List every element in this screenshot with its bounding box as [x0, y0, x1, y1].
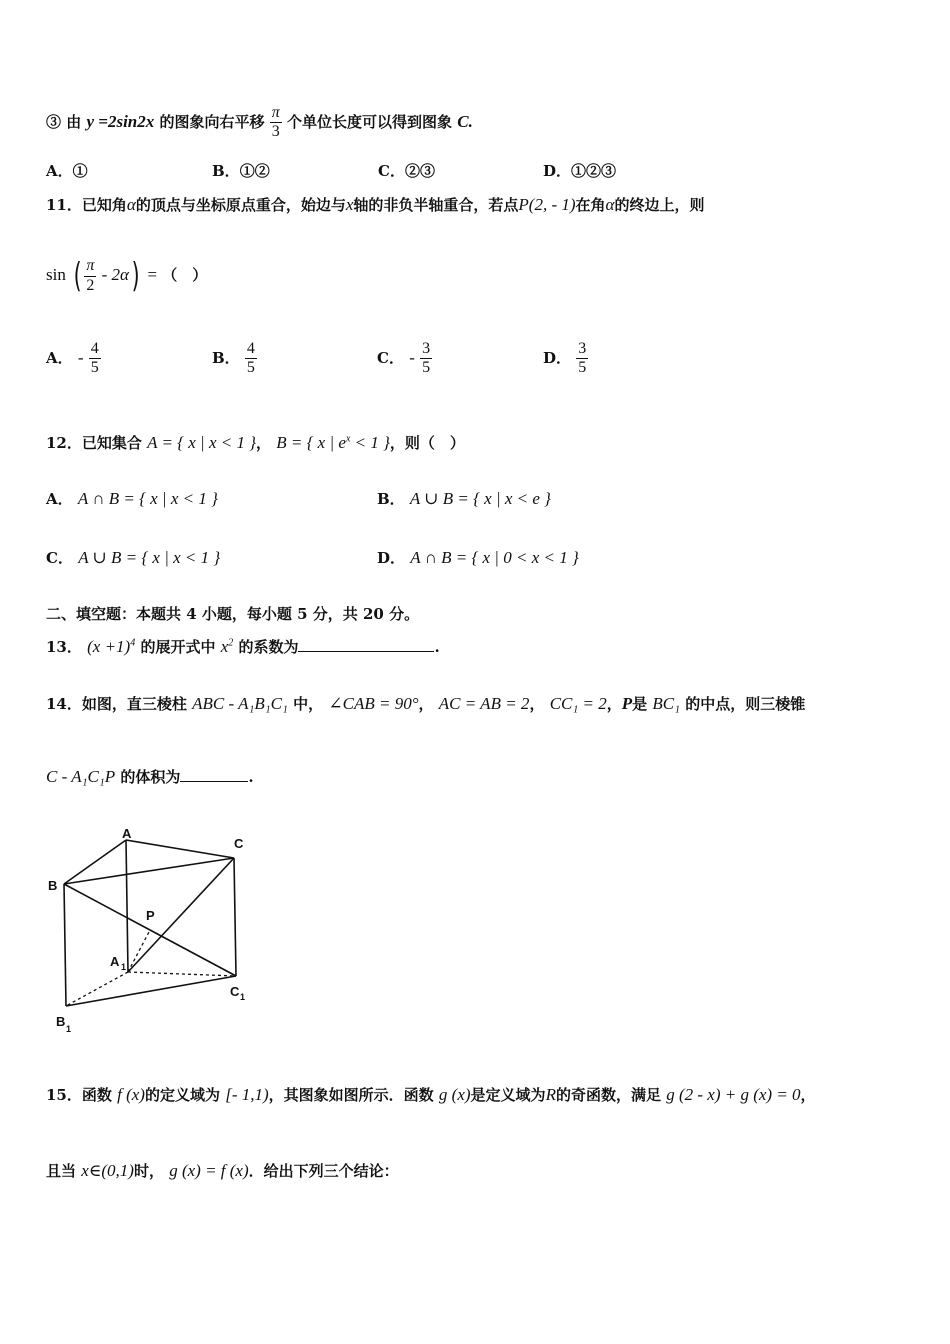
option-text: ①②	[239, 162, 270, 180]
function-g: g (x)	[438, 1085, 471, 1104]
edge-ac	[126, 840, 234, 858]
q10-stmt3-func: y =2sin2x	[86, 111, 155, 131]
q13-term	[221, 637, 234, 656]
question-number: 11．	[46, 196, 82, 214]
q13-term-base: x	[220, 637, 229, 656]
q15-question	[46, 1084, 816, 1105]
edge-a1c	[128, 858, 234, 972]
q15-text1: 函数	[81, 1086, 112, 1104]
x-symbol: x	[345, 195, 354, 214]
q12-text1: 已知集合	[81, 434, 142, 452]
comma: ，	[606, 695, 622, 713]
comma: ，	[529, 695, 545, 713]
frac-den: 5	[246, 359, 255, 377]
answer-blank[interactable]	[180, 781, 248, 782]
q11-fraction	[84, 257, 96, 295]
domain-interval: [- 1,1)	[225, 1085, 269, 1104]
option-sign: -	[409, 347, 415, 367]
q11-frac-den: 2	[84, 276, 96, 295]
q15-text2: 的定义域为	[144, 1086, 220, 1104]
q10-option-d	[543, 160, 616, 181]
q12-option-d	[377, 547, 579, 568]
q15-text6: 且当	[46, 1162, 77, 1180]
period: .	[248, 768, 254, 786]
right-paren: )	[131, 256, 140, 296]
q13-expr-sup: 4	[130, 637, 136, 649]
equals-sign: =	[147, 265, 158, 284]
option-key: D．	[377, 549, 406, 567]
q11-question	[46, 194, 705, 215]
label-c1-sub: 1	[240, 992, 246, 1002]
edge-bb1	[64, 884, 66, 1006]
label-b1-sub: 1	[66, 1024, 72, 1034]
option-expr: A ∩ B = { x | 0 < x < 1 }	[410, 548, 579, 567]
q13-question	[46, 636, 440, 657]
edge-aa1	[126, 840, 128, 972]
set-a: A = { x | x < 1 }	[147, 433, 257, 452]
option-key: C．	[378, 162, 405, 180]
g-condition: g (2 - x) + g (x) = 0	[666, 1085, 801, 1104]
comma: ，	[256, 434, 272, 452]
point-p-label: P	[621, 694, 633, 713]
q10-stmt3-prefix: ③ 由	[46, 112, 82, 131]
q12-question	[46, 432, 465, 453]
option-expr: A ∪ B = { x | x < 1 }	[78, 548, 221, 567]
q12-option-a	[46, 488, 218, 509]
option-text: ②③	[404, 162, 435, 180]
option-key: A．	[46, 348, 73, 367]
section-2-header: 二、填空题：本题共 4 小题，每小题 5 分，共 20 分。	[46, 605, 420, 623]
answer-blank[interactable]	[298, 651, 434, 652]
alpha-symbol: α	[126, 195, 136, 214]
g-equals-f: g (x) = f (x)	[169, 1161, 249, 1180]
option-text: ①	[72, 162, 88, 180]
q12-text2: ，则（ ）	[389, 434, 465, 452]
question-number: 15．	[46, 1086, 82, 1104]
option-fraction	[420, 340, 432, 378]
period: .	[434, 638, 440, 656]
q11-option-c	[377, 340, 432, 378]
q15-text4: 是定义域为	[470, 1086, 546, 1104]
label-a1-sub: 1	[121, 962, 127, 972]
set-b-pre: B = { x | e	[276, 433, 346, 452]
q11-option-a	[46, 340, 101, 378]
label-a1: A	[110, 954, 120, 969]
option-fraction	[89, 340, 101, 378]
set-b-sup: x	[345, 433, 351, 445]
q10-option-b	[212, 160, 270, 181]
frac-num: 3	[422, 340, 431, 357]
option-sign: -	[77, 347, 84, 367]
q14-text3: 是	[632, 695, 648, 713]
option-key: A．	[46, 162, 73, 180]
q15-text3: ，其图象如图所示．函数	[268, 1086, 434, 1104]
label-b1: B	[56, 1014, 66, 1029]
edge-bc	[64, 858, 234, 884]
label-a: A	[122, 826, 132, 841]
option-key: D．	[543, 162, 572, 180]
option-text: ①②③	[571, 162, 617, 180]
q10-option-a	[46, 160, 88, 181]
question-number: 14．	[46, 695, 82, 713]
function-f: f (x)	[117, 1085, 145, 1104]
x-interval: x∈(0,1)	[81, 1161, 134, 1180]
set-b-post: < 1 }	[350, 433, 390, 452]
q14-text2: 中，	[293, 695, 324, 713]
q15-question-cont	[46, 1160, 399, 1181]
edge-cc1	[234, 858, 236, 976]
label-c: C	[234, 836, 244, 851]
comma: ，	[800, 1086, 816, 1104]
frac-den: 5	[422, 359, 431, 377]
left-paren: (	[73, 256, 82, 296]
option-key: C．	[377, 348, 404, 367]
option-key: C．	[46, 549, 73, 567]
q14-eq2: CC₁ = 2	[549, 694, 607, 713]
option-key: A．	[46, 490, 73, 508]
angle-cab: ∠CAB = 90°	[328, 694, 419, 713]
q14-text4: 的中点，则三棱锥	[685, 695, 806, 713]
q10-statement-3	[46, 104, 473, 142]
label-p: P	[146, 908, 155, 923]
q10-option-c	[378, 160, 435, 181]
q14-text1: 如图，直三棱柱	[81, 695, 187, 713]
edge-a1c1-dashed	[128, 972, 236, 976]
q14-eq1: AC = AB = 2	[438, 694, 530, 713]
q11-frac-num: π	[86, 257, 95, 275]
q13-text2: 的系数为	[238, 638, 299, 656]
option-key: B．	[377, 490, 405, 508]
q11-text5: 的终边上，则	[614, 196, 705, 214]
q11-option-d	[543, 340, 588, 378]
pyramid-name: C - A₁C₁P	[46, 767, 116, 786]
q10-stmt3-mid: 的图象向右平移	[159, 112, 265, 131]
alpha-symbol: α	[605, 195, 615, 214]
q15-text7: 时，	[133, 1162, 164, 1180]
edge-b1c1	[66, 976, 236, 1006]
comma: ，	[418, 695, 434, 713]
q13-expr: (x +1)	[87, 637, 131, 656]
prism-name: ABC - A₁B₁C₁	[192, 694, 288, 713]
q10-frac-num: π	[271, 104, 280, 121]
question-number: 13．	[46, 638, 82, 656]
q12-option-c	[46, 547, 220, 568]
q11-option-b	[212, 340, 257, 378]
label-c1: C	[230, 984, 240, 999]
option-expr: A ∪ B = { x | x < e }	[409, 489, 551, 508]
option-key: B．	[212, 348, 240, 367]
question-number: 12．	[46, 434, 82, 452]
q10-stmt3-target: C.	[457, 111, 473, 131]
q14-question-cont	[46, 766, 254, 787]
frac-num: 4	[90, 340, 99, 357]
q14-text5: 的体积为	[120, 768, 181, 786]
sin-label: sin	[46, 265, 66, 284]
option-fraction	[576, 340, 588, 378]
q10-frac-den: 3	[270, 122, 282, 141]
option-fraction	[245, 340, 257, 378]
frac-num: 4	[246, 340, 255, 357]
q10-stmt3-fraction	[270, 104, 282, 142]
point-p: P(2, - 1)	[518, 195, 576, 214]
segment-bc1: BC₁	[652, 694, 681, 713]
q14-question	[46, 693, 805, 714]
q13-binomial	[87, 637, 135, 656]
q13-text1: 的展开式中	[140, 638, 216, 656]
q10-stmt3-suffix: 个单位长度可以得到图象	[286, 112, 452, 131]
q11-expression	[46, 256, 207, 296]
q13-term-sup: 2	[228, 637, 234, 649]
q11-text3: 轴的非负半轴重合，若点	[353, 196, 519, 214]
q12-option-b	[377, 488, 551, 509]
prism-figure	[44, 826, 264, 1045]
option-key: B．	[212, 162, 240, 180]
q11-text1: 已知角	[81, 196, 127, 214]
q11-text4: 在角	[575, 196, 606, 214]
q11-text2: 的顶点与坐标原点重合，始边与	[135, 196, 346, 214]
set-b	[276, 433, 390, 452]
label-b: B	[48, 878, 58, 893]
frac-den: 5	[90, 359, 99, 377]
q15-text5: 的奇函数，满足	[555, 1086, 661, 1104]
option-key: D．	[543, 348, 572, 367]
prism-diagram	[44, 826, 264, 1041]
frac-num: 3	[578, 340, 587, 357]
answer-paren: （ ）	[162, 266, 208, 284]
option-expr: A ∩ B = { x | x < 1 }	[77, 489, 218, 508]
set-r: R	[545, 1085, 556, 1104]
q11-expr-tail: - 2α	[101, 265, 129, 284]
frac-den: 5	[578, 359, 587, 377]
q15-text8: ．给出下列三个结论：	[248, 1162, 399, 1180]
edge-ba	[64, 840, 126, 884]
